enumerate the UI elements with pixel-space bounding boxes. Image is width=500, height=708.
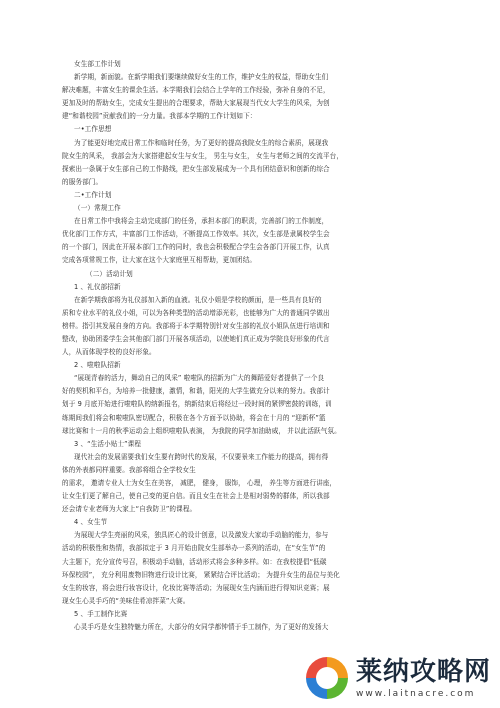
document-line: 质和专业水平的礼仪小姐，可以为各种类型的活动增添光彩，也能够为广大的普通同学做出	[62, 308, 330, 317]
watermark-title: 莱纳攻略网	[356, 657, 492, 687]
document-line: 的需求， 邀请专业人士为女生在美容， 减肥， 健身， 服饰， 心理， 养生等方面进行讲座，	[62, 479, 337, 487]
document-line: 的一个部门，因此在开展本部门工作的同时，我也会积极配合学生会各部门开展工作，认真	[62, 243, 330, 252]
document-line: 现女生心灵手巧的“美味佳肴凉拌菜”大赛。	[62, 596, 190, 605]
document-line: 为展现大学生亮丽的风采，独具匠心的设计创意，以及激发大家动手动脑的能力，参与	[74, 531, 329, 540]
document-line: 更加及时的帮助女生，完成女生提出的合理要求，帮助大家展现当代女大学生的风采，为创	[62, 99, 330, 108]
document-line: 在日常工作中我将会主动完成部门的任务，承担本部门的职责，完善部门的工作制度，	[74, 217, 329, 226]
document-line: 新学期，新面貌。在新学期我们要继续做好女生的工作，维护女生的权益，帮助女生们	[74, 73, 329, 82]
document-line: 活动的积极性和热情，我部拟定于 3 月开始由院女生部举办一系列的活动，在“女生节”的	[62, 544, 326, 553]
document-line: 让女生们更了解自己，使自己变的更自信。而且女生在社会上是相对弱势的群体，所以我部	[62, 492, 330, 501]
document-lines	[62, 71, 434, 634]
document-line: 心灵手巧是女生独特魅力所在，大部分的女同学都钟情于手工制作，为了更好的发扬大	[74, 623, 329, 632]
document-line: 在新学期我部将为礼仪部加入新的血液。礼仪小姐是学校的颜面，是一些具有良好的	[74, 295, 322, 304]
document-line: 4 、女生节	[74, 518, 108, 527]
document-line: 榜样。指引其发展自身的方向。我部将于本学期特别针对女生部的礼仪小姐队伍进行培训和	[62, 321, 330, 330]
document-line: 大主题下，充分宣传号召，积极动手动脑，活动形式将会多种多样。如：在我校提倡“低碳	[62, 557, 327, 566]
document-line: 2 、啦啦队招新	[74, 361, 121, 370]
document-line: 1 、礼仪部招新	[74, 282, 121, 291]
document-line: 3 、“生活小贴士”课程	[74, 439, 142, 448]
document-line: 优化部门工作方式，丰富部门工作活动，不断提高工作效率。其次，女生部是隶属校学生会	[62, 230, 330, 239]
document-line: 体的外表都同样重要。我部将组合全学校女生	[62, 465, 196, 474]
document-line: 练期间我们将会和啦啦队密切配合，积极在各个方面予以协助，将会在十月的 “迎新杯”篮	[62, 413, 326, 422]
document-line: 球比赛和十一月的秋季运动会上组织啦啦队表演， 为我院的同学加油助威， 并以此活跃气氛。	[62, 426, 341, 435]
document-title: 女生部工作计划	[74, 60, 121, 68]
site-watermark	[302, 650, 498, 706]
document-line: （一）常规工作	[74, 204, 121, 213]
watermark-logo-icon	[302, 653, 352, 703]
document-line: “展现青春的活力，舞动自己的风采” 啦啦队的招新为广大的舞蹈爱好者提供了一个良	[74, 374, 325, 383]
document-line: 现代社会的发展需要我们女生要有跨时代的发展，不仅要景来工作能力的提高，拥有得	[74, 452, 329, 461]
document-line: 5 、手工制作比赛	[74, 609, 128, 618]
document-line: 划于 9 月底开始进行啦啦队的纳新报名，纳新结束后将经过一段时间的紧锣密鼓的训练，训	[62, 400, 332, 409]
document-line: 还会请专业老师为大家上“自我防卫”的课程。	[62, 505, 197, 514]
document-line: 女生的妆容，将会进行妆容设计，化妆比赛等活动；为展现女生内涵而进行得知识竞赛；展	[62, 583, 330, 592]
document-line: 的服务部门。	[62, 177, 103, 186]
document-line: 一•工作思想	[74, 125, 112, 134]
document-line: 环保校园”， 充分利用废物旧物进行设计比赛， 紧紧结合评比活动； 为提升女生的品位与美化	[62, 570, 340, 579]
document-line: 为了能更好地完成日常工作和临时任务，为了更好的提高我院女生的综合素质，展现我	[74, 138, 329, 147]
document-line: 人，从而体现学校的良好形象。	[62, 348, 156, 357]
document-line: 解决难题，丰富女生的课余生活。本学期我们会结合上学年的工作经验，弥补自身的不足，	[62, 86, 330, 95]
watermark-url: www.laitnacre.com	[356, 689, 476, 699]
document-line: 探索出一条属于女生部自己的工作路线，把女生部发展成为一个具有团结意识和创新的综合	[62, 164, 330, 173]
document-line: 整改，协助团委学生会其他部门部门开展各项活动，以使她们真正成为学院良好形象的代言	[62, 334, 330, 343]
document-line: 二•工作计划	[74, 190, 112, 199]
document-body	[62, 58, 434, 634]
document-line: （二）活动计划	[86, 269, 133, 278]
document-line: 完成各项常规工作，让大家在这个大家庭里互相帮助，更加团结。	[62, 256, 257, 265]
document-line: 建“和谐校园”贡献我们的一分力量。我部本学期的工作计划如下：	[62, 112, 257, 121]
document-line: 院女生的风采， 我部会为大家搭建起女生与女生， 男生与女生， 女生与老师之间的交流平台，	[62, 151, 344, 160]
document-line: 好的契机和平台，为培养一批健康，激情，和谐，阳光的大学生做充分以来的努力。我部计	[62, 387, 330, 396]
